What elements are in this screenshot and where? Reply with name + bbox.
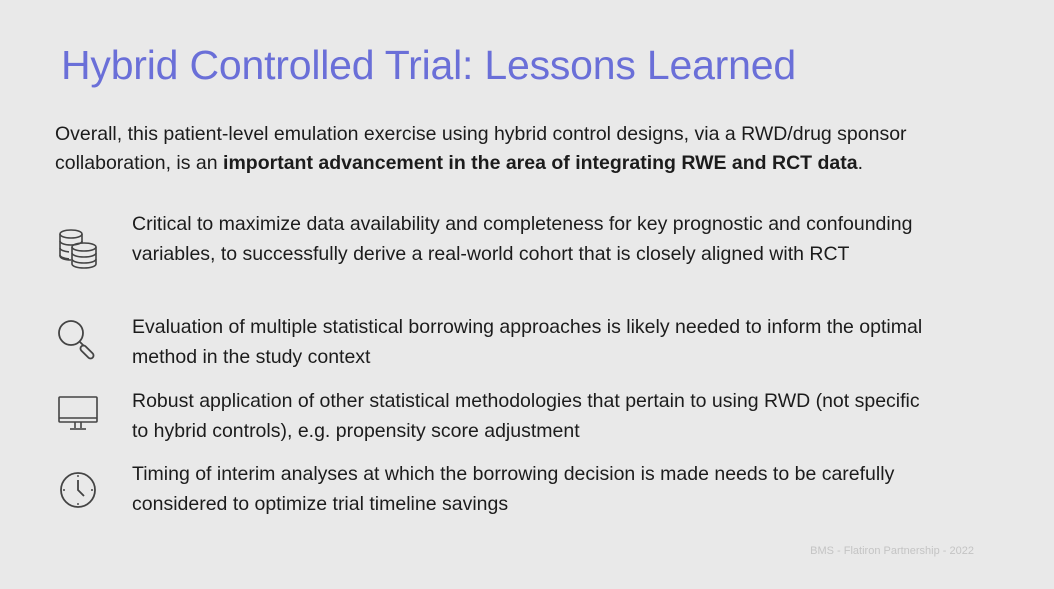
- database-icon: [55, 226, 101, 272]
- clock-icon: [55, 468, 101, 514]
- footer-credit: BMS - Flatiron Partnership - 2022: [810, 545, 974, 557]
- magnifier-icon: [55, 317, 101, 363]
- intro-emphasis: important advancement in the area of integrating RWE and RCT data: [223, 152, 858, 174]
- slide-title: Hybrid Controlled Trial: Lessons Learned: [61, 42, 796, 88]
- bullet-text: Timing of interim analyses at which the borrowing decision is made needs to be carefully considered to optimize trial timeline savings: [132, 463, 895, 515]
- bullet-text: Critical to maximize data availability and completeness for key prognostic and confounding variables, to successfully derive a real-world cohort that is closely aligned with RCT: [132, 213, 913, 265]
- intro-end: .: [857, 152, 864, 174]
- bullet-text: Evaluation of multiple statistical borrowing approaches is likely needed to inform the optimal method in the study context: [132, 316, 923, 368]
- bullet-text: Robust application of other statistical methodologies that pertain to using RWD (not specific to hybrid controls), e.g. propensity score adjustment: [132, 390, 920, 442]
- intro-text: Overall, this patient-level emulation exercise using hybrid control designs, via a RWD/drug sponsor collaboration, is an: [55, 123, 907, 174]
- intro-paragraph: [55, 120, 1015, 178]
- monitor-icon: [55, 391, 101, 437]
